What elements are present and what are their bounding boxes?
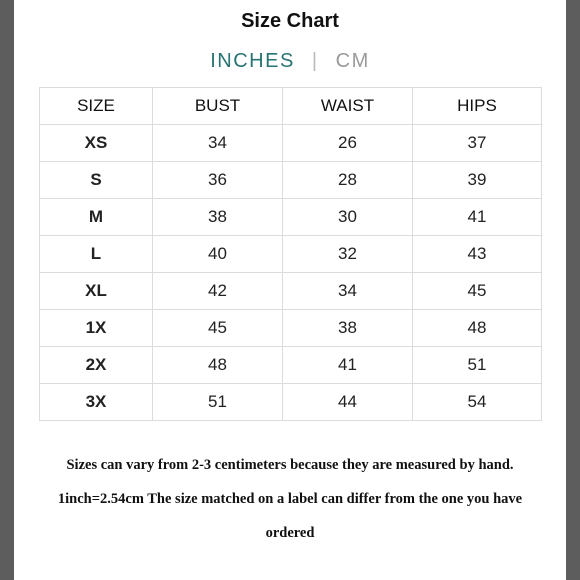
header-bust: BUST	[153, 88, 283, 125]
size-cell: L	[40, 236, 153, 273]
size-cell: M	[40, 199, 153, 236]
table-row	[40, 273, 542, 310]
size-chart-sheet	[14, 0, 566, 580]
unit-inches-tab[interactable]: INCHES	[210, 50, 295, 72]
bust-cell: 45	[153, 310, 283, 347]
hips-cell: 37	[413, 125, 542, 162]
hips-cell: 41	[413, 199, 542, 236]
table-row	[40, 199, 542, 236]
size-cell: 1X	[40, 310, 153, 347]
hips-cell: 45	[413, 273, 542, 310]
hips-cell: 48	[413, 310, 542, 347]
hips-cell: 39	[413, 162, 542, 199]
size-table	[39, 87, 542, 421]
hips-cell: 54	[413, 384, 542, 421]
bust-cell: 36	[153, 162, 283, 199]
header-hips: HIPS	[413, 88, 542, 125]
table-row	[40, 162, 542, 199]
page-title: Size Chart	[241, 10, 339, 32]
table-row	[40, 310, 542, 347]
waist-cell: 41	[283, 347, 413, 384]
bust-cell: 42	[153, 273, 283, 310]
hips-cell: 43	[413, 236, 542, 273]
unit-toggle	[14, 50, 566, 73]
bust-cell: 48	[153, 347, 283, 384]
table-row	[40, 384, 542, 421]
waist-cell: 30	[283, 199, 413, 236]
waist-cell: 34	[283, 273, 413, 310]
hips-cell: 51	[413, 347, 542, 384]
waist-cell: 32	[283, 236, 413, 273]
bust-cell: 51	[153, 384, 283, 421]
unit-cm-tab[interactable]: CM	[335, 50, 370, 72]
note-measurement: Sizes can vary from 2-3 centimeters because they are measured by hand.	[66, 457, 514, 473]
waist-cell: 28	[283, 162, 413, 199]
bust-cell: 38	[153, 199, 283, 236]
unit-separator: |	[311, 50, 319, 72]
size-cell: 2X	[40, 347, 153, 384]
table-row	[40, 236, 542, 273]
header-size: SIZE	[40, 88, 153, 125]
bust-cell: 34	[153, 125, 283, 162]
note-ordered: ordered	[265, 525, 315, 541]
table-header-row	[40, 88, 542, 125]
size-cell: S	[40, 162, 153, 199]
size-cell: 3X	[40, 384, 153, 421]
header-waist: WAIST	[283, 88, 413, 125]
table-row	[40, 125, 542, 162]
table-row	[40, 347, 542, 384]
bust-cell: 40	[153, 236, 283, 273]
size-cell: XL	[40, 273, 153, 310]
waist-cell: 38	[283, 310, 413, 347]
size-cell: XS	[40, 125, 153, 162]
waist-cell: 44	[283, 384, 413, 421]
waist-cell: 26	[283, 125, 413, 162]
note-conversion: 1inch=2.54cm The size matched on a label can differ from the one you have	[57, 491, 523, 507]
